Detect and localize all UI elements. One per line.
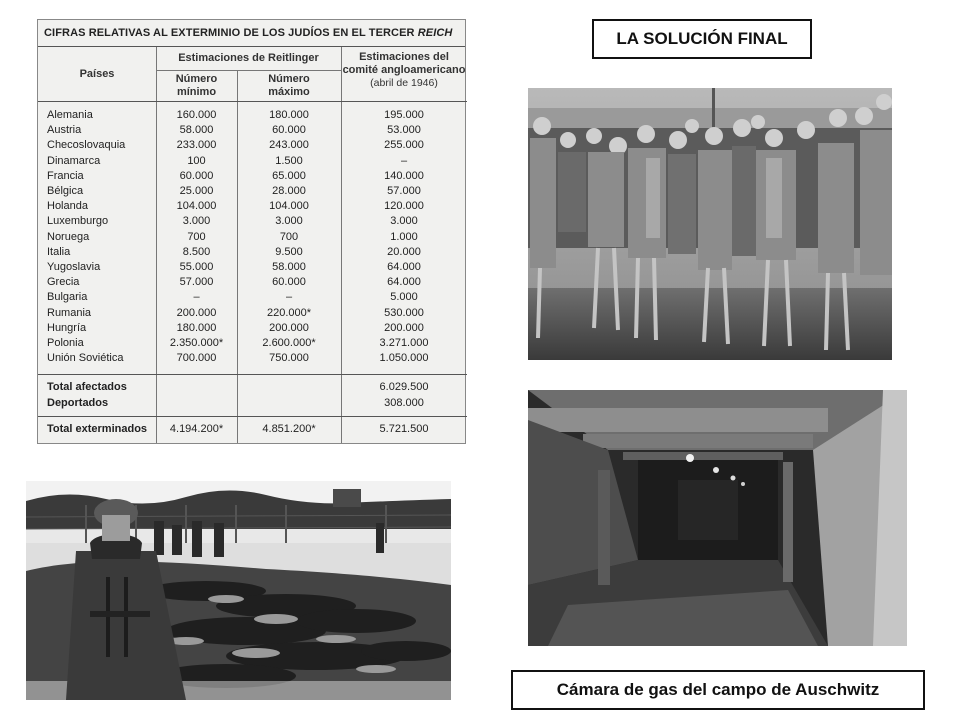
header-min-line1: Número <box>175 73 218 85</box>
cell-estimate: 120.000 <box>384 200 424 213</box>
total-exterminated-label: Total exterminados <box>47 423 148 435</box>
cell-min: 100 <box>187 154 206 167</box>
deported-value: 308.000 <box>384 397 424 409</box>
header-committee <box>341 51 467 90</box>
cell-country: Bélgica <box>47 185 84 197</box>
cell-min: 58.000 <box>179 124 214 137</box>
table-title-text: CIFRAS RELATIVAS AL EXTERMINIO DE LOS JUDÍOS EN EL TERCER <box>44 27 415 39</box>
cell-max: 60.000 <box>272 276 306 289</box>
cell-min: 55.000 <box>179 261 214 273</box>
cell-country: Yugoslavia <box>47 261 101 273</box>
cell-max: 104.000 <box>269 200 309 213</box>
header-min <box>156 73 237 99</box>
deported-label: Deportados <box>47 397 109 409</box>
header-max <box>237 73 341 99</box>
gas-chamber-photo-image <box>528 390 907 646</box>
table-title <box>38 20 465 47</box>
header-committee-line1: Estimaciones del <box>359 51 449 63</box>
cell-country: Alemania <box>47 109 93 121</box>
cell-country: Holanda <box>47 200 88 213</box>
cell-min: 57.000 <box>179 276 214 289</box>
header-min-line2: mínimo <box>176 86 217 98</box>
total-affected-label: Total afectados <box>47 381 127 393</box>
cell-estimate: 140.000 <box>384 169 424 182</box>
cell-estimate: 57.000 <box>387 185 421 197</box>
cell-country: Austria <box>47 124 82 137</box>
table-divider <box>156 70 341 71</box>
cell-max: 58.000 <box>272 261 306 273</box>
cell-min: 233.000 <box>176 139 217 152</box>
header-max-line1: Número <box>268 73 310 85</box>
total-exterminated-estimate: 5.721.500 <box>379 423 429 435</box>
cell-estimate: – <box>400 154 408 167</box>
cell-estimate: 64.000 <box>387 276 421 289</box>
cell-estimate: 530.000 <box>384 306 424 319</box>
cell-country: Grecia <box>47 276 80 289</box>
cell-min: 8.500 <box>182 245 211 258</box>
cell-min: 200.000 <box>176 306 217 319</box>
cell-max: 65.000 <box>272 169 306 182</box>
table-divider <box>38 374 467 375</box>
cell-max: 750.000 <box>269 352 309 365</box>
header-countries: Países <box>79 68 115 80</box>
cell-country: Dinamarca <box>47 154 101 167</box>
soldier-bodies-photo-image <box>26 481 451 700</box>
cell-max: 3.000 <box>275 215 303 228</box>
photo-caption: Cámara de gas del campo de Auschwitz <box>511 670 925 710</box>
header-committee-line2: comité angloamericano <box>342 64 466 76</box>
header-max-line2: máximo <box>268 86 310 98</box>
cell-estimate: 3.271.000 <box>379 337 429 349</box>
cell-estimate: 255.000 <box>384 139 424 152</box>
cell-country: Francia <box>47 169 84 182</box>
cell-min: 180.000 <box>176 321 217 334</box>
prisoners-photo <box>528 88 892 360</box>
cell-estimate: 200.000 <box>384 321 424 334</box>
slide-title: LA SOLUCIÓN FINAL <box>592 19 812 59</box>
cell-country: Unión Soviética <box>47 352 124 365</box>
cell-country: Noruega <box>47 230 90 243</box>
cell-estimate: 20.000 <box>387 245 421 258</box>
cell-country: Hungría <box>47 321 87 334</box>
cell-min: 104.000 <box>176 200 217 213</box>
total-affected-value: 6.029.500 <box>379 381 429 393</box>
cell-max: 1.500 <box>275 154 303 167</box>
cell-max: 220.000* <box>266 306 312 319</box>
cell-min: 700.000 <box>176 352 217 365</box>
cell-max: 200.000 <box>269 321 309 334</box>
cell-country: Rumania <box>47 306 92 319</box>
cell-country: Luxemburgo <box>47 215 109 228</box>
cell-country: Bulgaria <box>47 291 88 304</box>
cell-max: 243.000 <box>269 139 309 152</box>
cell-country: Checoslovaquia <box>47 139 126 152</box>
cell-max: 9.500 <box>275 245 303 258</box>
cell-estimate: 3.000 <box>390 215 418 228</box>
prisoners-photo-image <box>528 88 892 360</box>
table-divider <box>38 101 467 102</box>
header-reitlinger: Estimaciones de Reitlinger <box>178 52 319 64</box>
cell-min: 700 <box>187 230 206 243</box>
cell-max: 28.000 <box>272 185 306 197</box>
cell-min: 25.000 <box>179 185 214 197</box>
cell-max: – <box>285 291 293 304</box>
total-exterminated-min: 4.194.200* <box>169 423 224 435</box>
cell-max: 60.000 <box>272 124 306 137</box>
cell-estimate: 1.050.000 <box>379 352 429 365</box>
extermination-statistics-table <box>37 19 466 444</box>
cell-min: 160.000 <box>176 109 217 121</box>
cell-estimate: 195.000 <box>384 109 424 121</box>
table-divider <box>38 416 467 417</box>
header-committee-line3: (abril de 1946) <box>370 77 438 89</box>
total-exterminated-max: 4.851.200* <box>262 423 316 435</box>
cell-min: – <box>193 291 200 304</box>
cell-max: 180.000 <box>269 109 309 121</box>
gas-chamber-photo <box>528 390 907 646</box>
cell-min: 2.350.000* <box>169 337 224 349</box>
cell-max: 2.600.000* <box>262 337 316 349</box>
cell-estimate: 64.000 <box>387 261 421 273</box>
cell-country: Polonia <box>47 337 84 349</box>
table-title-italic: REICH <box>417 27 453 39</box>
cell-country: Italia <box>47 245 71 258</box>
cell-estimate: 5.000 <box>390 291 418 304</box>
soldier-bodies-photo <box>26 481 451 700</box>
cell-min: 60.000 <box>179 169 214 182</box>
cell-estimate: 53.000 <box>387 124 421 137</box>
cell-estimate: 1.000 <box>390 230 418 243</box>
cell-max: 700 <box>279 230 299 243</box>
cell-min: 3.000 <box>182 215 211 228</box>
